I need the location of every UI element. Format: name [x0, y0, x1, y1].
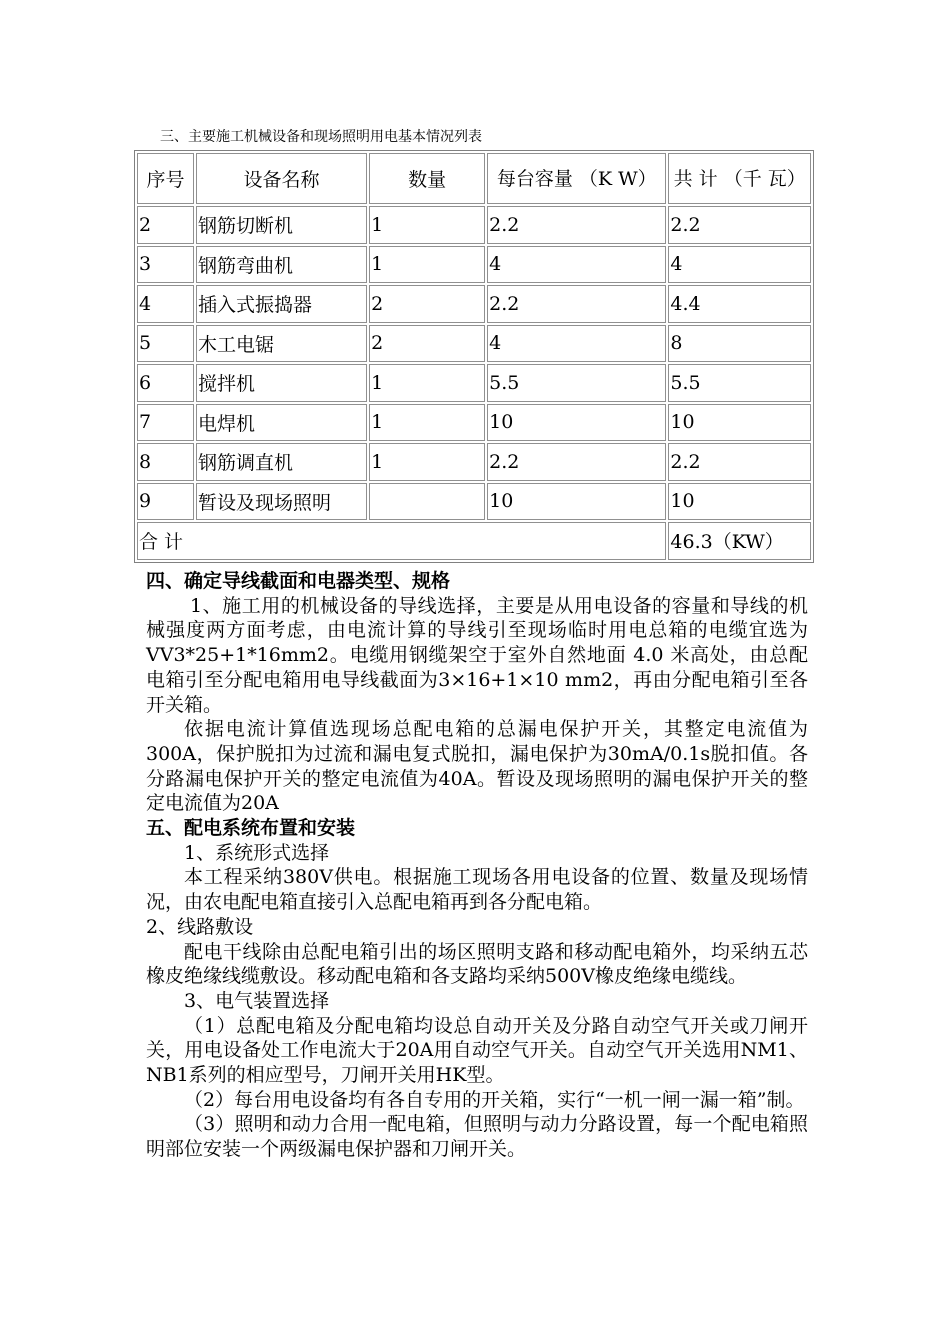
cell-total-power: 4	[668, 246, 811, 284]
section-4-paragraph-2: 依据电流计算值选现场总配电箱的总漏电保护开关，其整定电流值为300A，保护脱扣为过流和漏电复式脱扣，漏电保护为30mA/0.1s脱扣值。各分路漏电保护开关的整定电流值为40A。暂设及现场照明的漏电保护开关的整定电流值为20A	[146, 718, 808, 815]
cell-quantity: 2	[369, 325, 485, 363]
cell-quantity	[369, 483, 485, 521]
table-row	[137, 285, 811, 323]
cell-index: 3	[137, 246, 194, 284]
table-header-row	[137, 153, 811, 204]
cell-quantity: 1	[369, 206, 485, 244]
cell-total-power: 5.5	[668, 364, 811, 402]
cell-index: 2	[137, 206, 194, 244]
cell-unit-capacity: 2.2	[487, 206, 666, 244]
header-index: 序号	[137, 153, 194, 204]
cell-unit-capacity: 4	[487, 325, 666, 363]
table-row	[137, 404, 811, 442]
header-total-power: 共 计 （千 瓦）	[668, 153, 811, 204]
cell-equipment-name: 木工电锯	[196, 325, 367, 363]
cell-index: 7	[137, 404, 194, 442]
table-row	[137, 325, 811, 363]
section-5-subheading-1: 1、系统形式选择	[184, 841, 330, 864]
cell-quantity: 1	[369, 404, 485, 442]
header-quantity: 数量	[369, 153, 485, 204]
table-row	[137, 206, 811, 244]
section-5-paragraph-1: 本工程采纳380V供电。根据施工现场各用电设备的位置、数量及现场情况，由农电配电箱直接引入总配电箱再到各分配电箱。	[146, 866, 808, 914]
cell-quantity: 1	[369, 364, 485, 402]
section-5-paragraph-3: （1）总配电箱及分配电箱均设总自动开关及分路自动空气开关或刀闸开关，用电设备处工作电流大于20A用自动空气开关。自动空气开关选用NM1、NB1系列的相应型号，刀闸开关用HK型。	[146, 1014, 808, 1087]
section-5-paragraph-5: （3）照明和动力合用一配电箱，但照明与动力分路设置，每一个配电箱照明部位安装一个两级漏电保护器和刀闸开关。	[146, 1113, 808, 1161]
table-caption: 三、主要施工机械设备和现场照明用电基本情况列表	[160, 129, 482, 145]
header-unit-capacity: 每台容量 （K W）	[487, 153, 666, 204]
cell-index: 4	[137, 285, 194, 323]
cell-index: 9	[137, 483, 194, 521]
section-4-heading: 四、确定导线截面和电器类型、规格	[146, 570, 451, 592]
cell-quantity: 1	[369, 246, 485, 284]
document-body	[146, 569, 808, 1162]
cell-total-power: 10	[668, 483, 811, 521]
cell-equipment-name: 钢筋弯曲机	[196, 246, 367, 284]
cell-quantity: 1	[369, 443, 485, 481]
cell-total-power: 10	[668, 404, 811, 442]
header-equipment-name: 设备名称	[196, 153, 367, 204]
section-5-paragraph-2: 配电干线除由总配电箱引出的场区照明支路和移动配电箱外，均采纳五芯橡皮绝缘线缆敷设。移动配电箱和各支路均采纳500V橡皮绝缘电缆线。	[146, 940, 808, 988]
cell-unit-capacity: 2.2	[487, 443, 666, 481]
section-5-subheading-3: 3、电气装置选择	[184, 989, 330, 1012]
cell-total-power: 8	[668, 325, 811, 363]
table-row	[137, 246, 811, 284]
cell-unit-capacity: 10	[487, 404, 666, 442]
cell-total-power: 2.2	[668, 443, 811, 481]
cell-equipment-name: 钢筋调直机	[196, 443, 367, 481]
cell-unit-capacity: 5.5	[487, 364, 666, 402]
cell-equipment-name: 插入式振捣器	[196, 285, 367, 323]
cell-unit-capacity: 10	[487, 483, 666, 521]
table-row	[137, 483, 811, 521]
section-5-paragraph-4: （2）每台用电设备均有各自专用的开关箱，实行“一机一闸一漏一箱”制。	[184, 1088, 805, 1111]
cell-unit-capacity: 4	[487, 246, 666, 284]
cell-index: 6	[137, 364, 194, 402]
cell-equipment-name: 暂设及现场照明	[196, 483, 367, 521]
cell-unit-capacity: 2.2	[487, 285, 666, 323]
cell-index: 5	[137, 325, 194, 363]
cell-total-power: 4.4	[668, 285, 811, 323]
cell-index: 8	[137, 443, 194, 481]
table-row	[137, 443, 811, 481]
section-4-paragraph-1: 1、施工用的机械设备的导线选择，主要是从用电设备的容量和导线的机械强度两方面考虑，由电流计算的导线引至现场临时用电总箱的电缆宜选为VV3*25+1*16mm2。电缆用钢缆架空于室外自然地面 4.0 米高处，由总配电箱引至分配电箱用电导线截面为3×16+1×10 mm2，再由分配电箱引至各开关箱。	[146, 594, 808, 716]
section-5-heading: 五、配电系统布置和安装	[146, 817, 356, 840]
total-label: 合 计	[137, 522, 666, 560]
cell-equipment-name: 钢筋切断机	[196, 206, 367, 244]
total-value: 46.3（KW）	[668, 522, 811, 560]
table-row	[137, 364, 811, 402]
cell-total-power: 2.2	[668, 206, 811, 244]
cell-quantity: 2	[369, 285, 485, 323]
equipment-table	[134, 150, 814, 563]
table-total-row	[137, 522, 811, 560]
cell-equipment-name: 搅拌机	[196, 364, 367, 402]
cell-equipment-name: 电焊机	[196, 404, 367, 442]
section-5-subheading-2: 2、线路敷设	[146, 915, 254, 938]
